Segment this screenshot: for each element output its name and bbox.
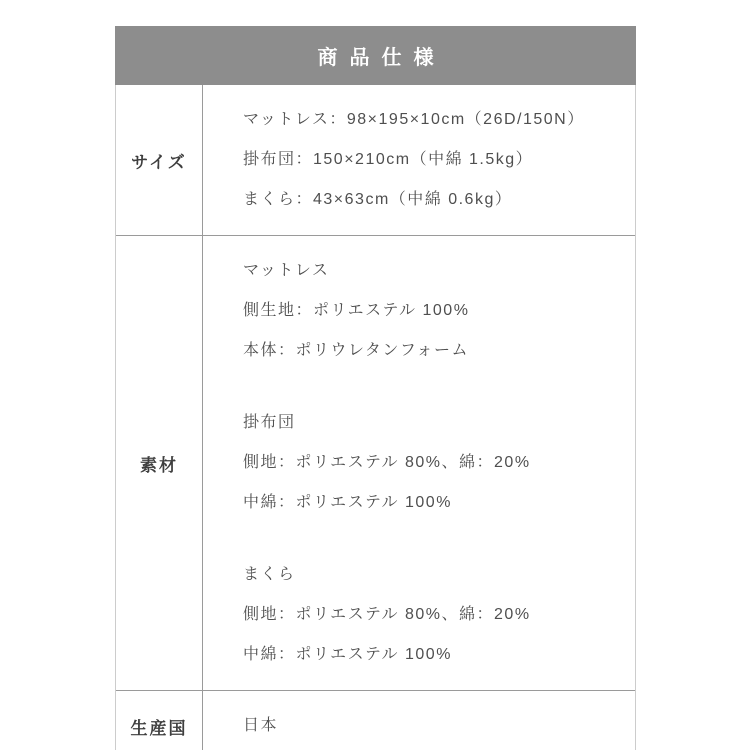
size-line-comforter: 掛布団：150×210cm（中綿 1.5kg） [243, 151, 534, 168]
size-label: サイズ [116, 85, 203, 235]
country-value: 日本 [243, 717, 279, 734]
spec-row-material [116, 236, 635, 691]
size-line-mattress: マットレス：98×195×10cm（26D/150N） [243, 111, 585, 128]
material-pillow-title: まくら [243, 566, 296, 583]
material-mattress-cover: 側生地：ポリエステル 100% [243, 302, 470, 319]
country-value-cell [203, 691, 635, 750]
material-label: 素材 [116, 236, 203, 690]
material-pillow-fill: 中綿：ポリエステル 100% [243, 646, 452, 663]
material-group-pillow [243, 555, 623, 675]
spec-row-size [116, 85, 635, 236]
country-group [243, 706, 623, 746]
material-mattress-core: 本体：ポリウレタンフォーム [243, 342, 470, 359]
spec-row-country [116, 691, 635, 750]
material-comforter-cover: 側地：ポリエステル 80%、綿：20% [243, 454, 531, 471]
country-label: 生産国 [116, 691, 203, 750]
material-group-comforter [243, 403, 623, 523]
size-line-pillow: まくら：43×63cm（中綿 0.6kg） [243, 191, 513, 208]
material-group-mattress [243, 251, 623, 371]
material-mattress-title: マットレス [243, 262, 330, 279]
spec-table-body [115, 85, 636, 750]
product-spec-table [115, 26, 636, 750]
size-value-cell [203, 85, 635, 235]
material-value-cell [203, 236, 635, 690]
spec-table-title: 商品仕様 [317, 47, 446, 69]
spec-table-header [115, 26, 636, 85]
material-comforter-fill: 中綿：ポリエステル 100% [243, 494, 452, 511]
size-group [243, 100, 623, 220]
material-comforter-title: 掛布団 [243, 414, 296, 431]
material-pillow-cover: 側地：ポリエステル 80%、綿：20% [243, 606, 531, 623]
